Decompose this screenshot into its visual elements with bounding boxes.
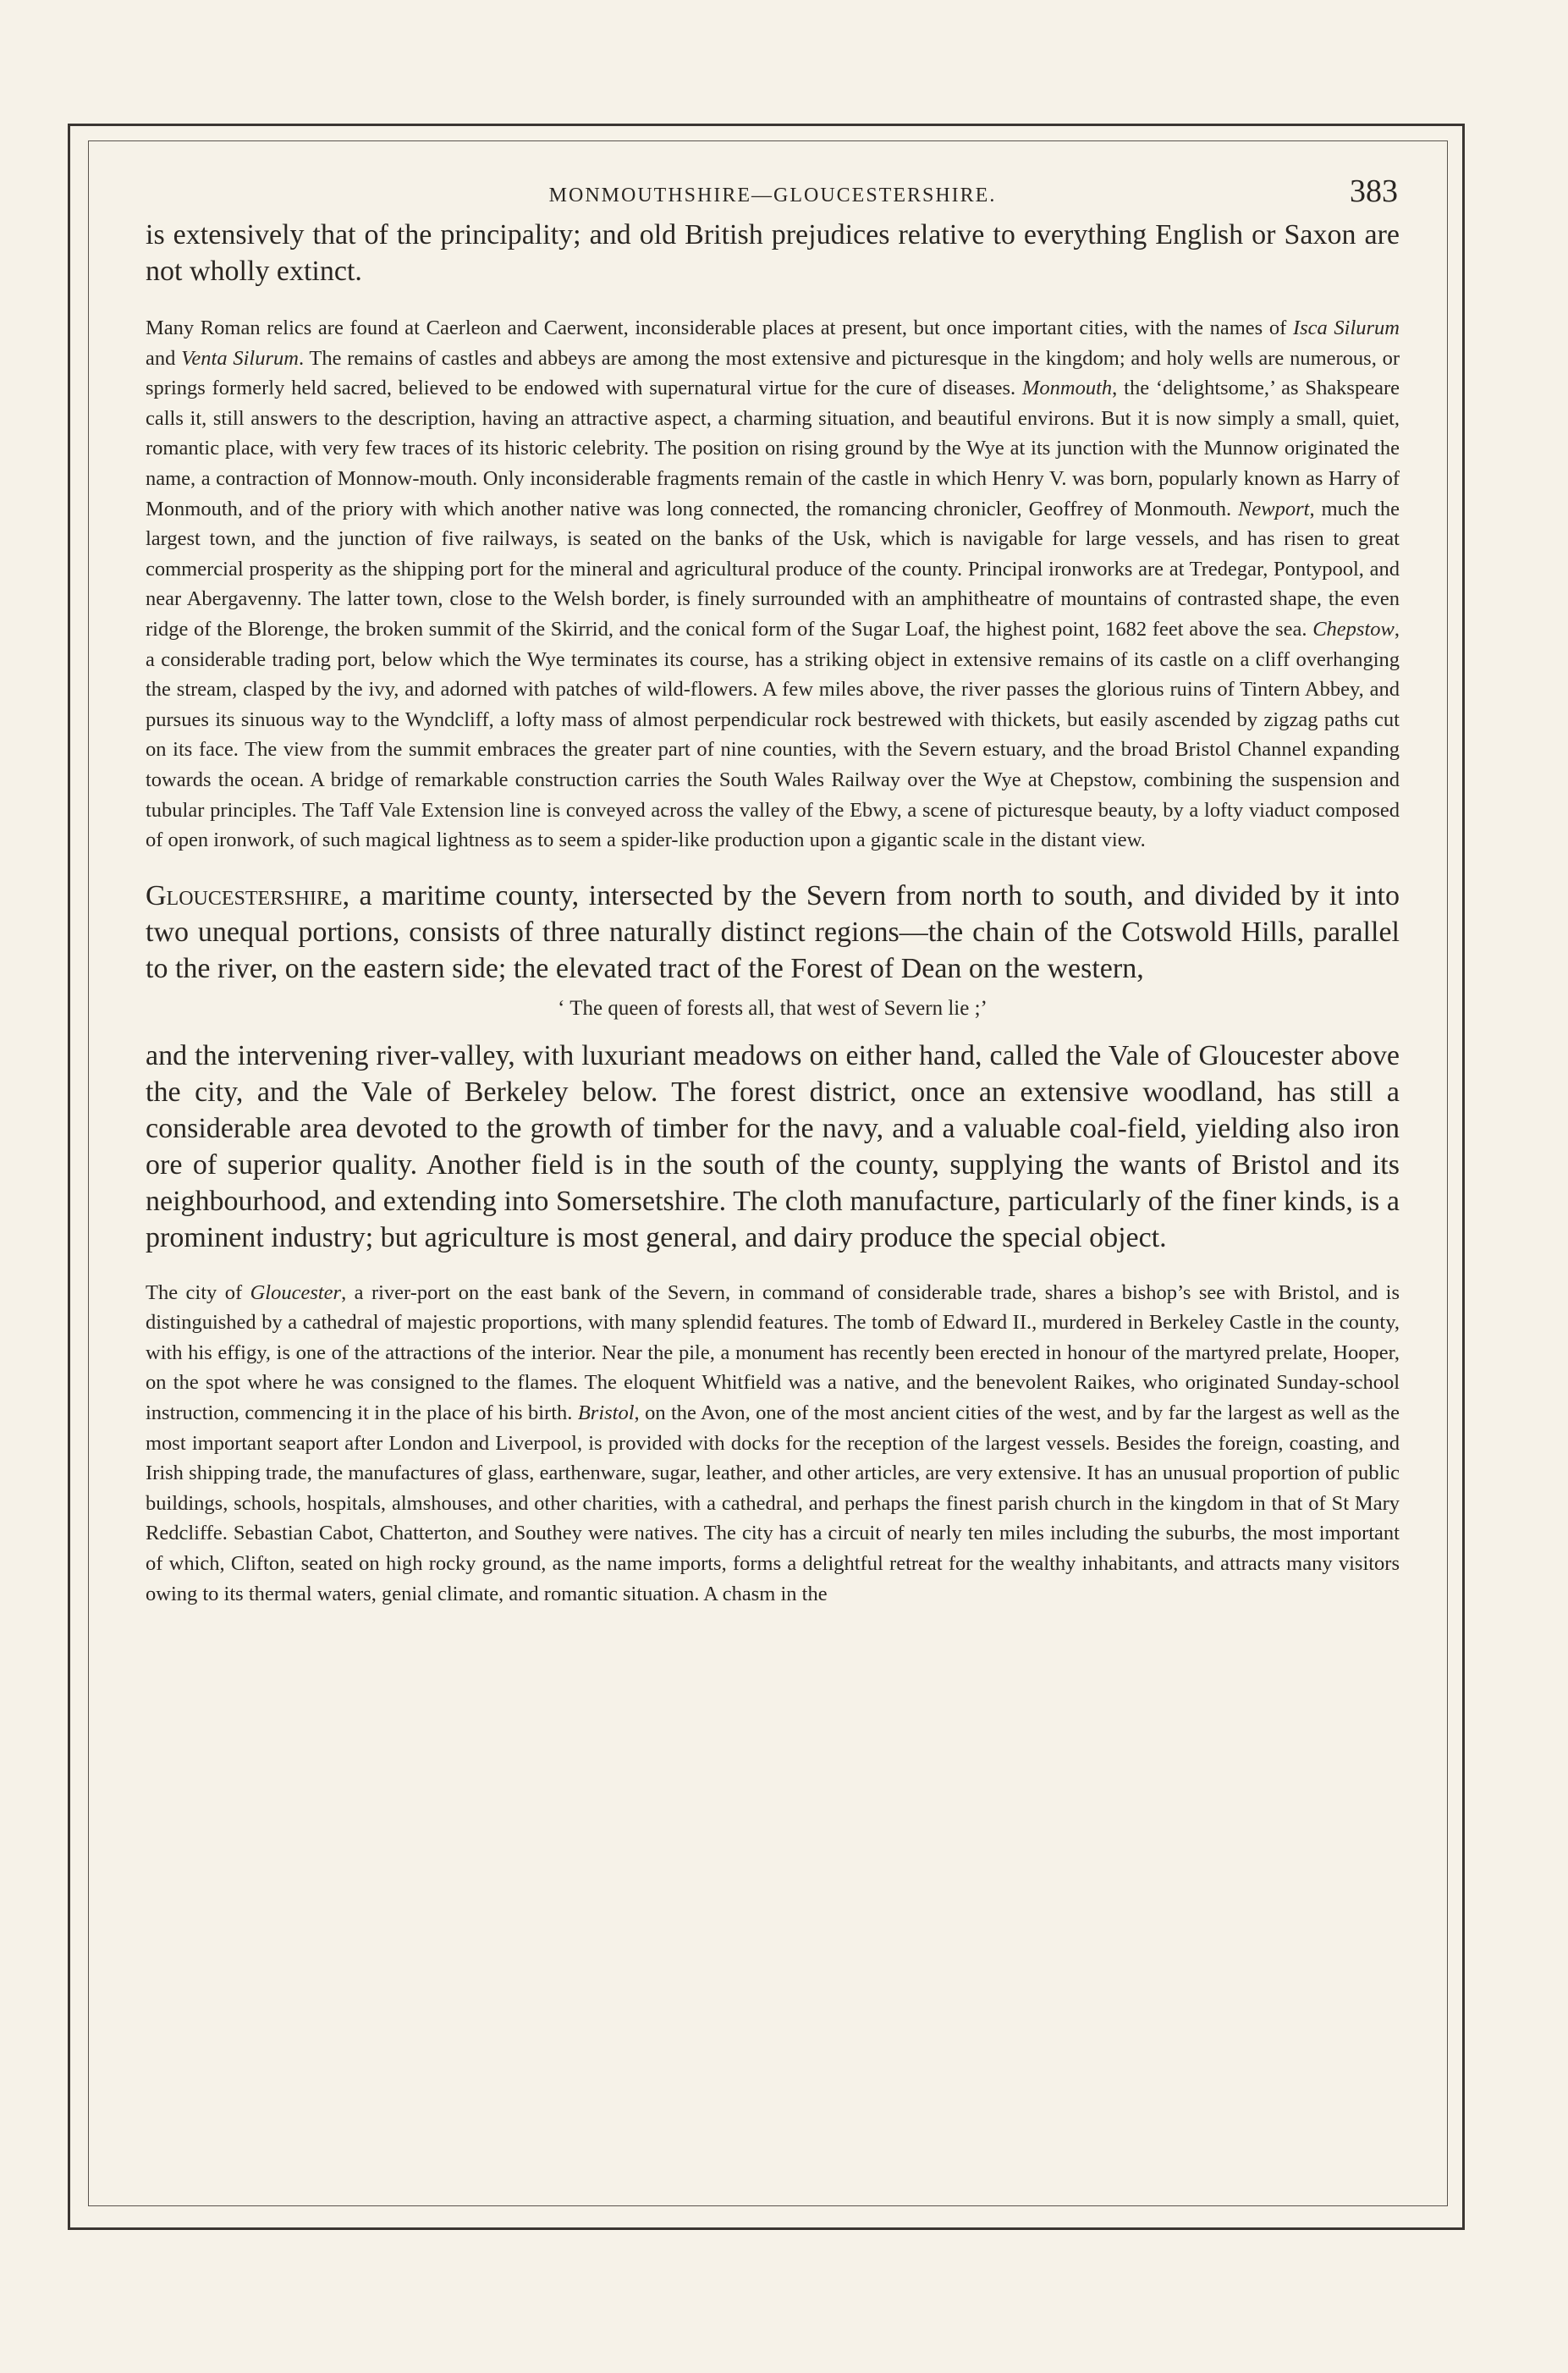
place-name-newport: Newport	[1238, 497, 1310, 520]
page-content	[146, 169, 1400, 1609]
place-name-chepstow: Chepstow	[1312, 617, 1395, 641]
verse-quotation: ‘ The queen of forests all, that west of Severn lie ;’	[558, 996, 988, 1020]
place-name-monmouth: Monmouth	[1021, 377, 1113, 400]
page-number: 383	[1350, 173, 1398, 209]
place-name-bristol: Bristol	[577, 1401, 635, 1425]
running-head: MONMOUTHSHIRE—GLOUCESTERSHIRE.	[548, 184, 997, 206]
paragraph-gloucestershire-intro: Gloucestershire, a maritime county, intersected by the Severn from north to south, and divided by it into two unequal portions, consists of three naturally distinct regions—the chain of the Cotswold Hills, parallel to the river, on the eastern side; the elevated tract of the Forest of Dean on the western,	[146, 879, 1400, 984]
paragraph-continuation: is extensively that of the principality; and old British prejudices relative to everything English or Saxon are not wholly extinct.	[146, 219, 1400, 287]
place-name-isca-silurum: Isca Silurum	[1292, 317, 1400, 339]
place-name-venta-silurum: Venta Silurum	[181, 346, 299, 370]
county-heading-gloucestershire: Gloucestershire	[146, 879, 343, 911]
page-header	[146, 169, 1400, 217]
paragraph-monmouthshire-details: Many Roman relics are found at Caerleon and Caerwent, inconsiderable places at present, but once important cities, with the names of Isca Silurum and Venta Silurum. The remains of castles and abbeys are among the most extensive and picturesque in the kingdom; and holy wells are numerous, or springs formerly held sacred, believed to be endowed with supernatural virtue for the cure of diseases. Monmouth, the ‘delightsome,’ as Shakspeare calls it, still answers to the description, having an attractive aspect, a charming situation, and beautiful environs. But it is now simply a small, quiet, romantic place, with very few traces of its historic celebrity. The position on rising ground by the Wye at its junction with the Munnow originated the name, a contraction of Monnow-mouth. Only inconsiderable fragments remain of the castle in which Henry V. was born, popularly known as Harry of Monmouth, and of the priory with which another native was long connected, the romancing chronicler, Geoffrey of Monmouth. Newport, much the largest town, and the junction of five railways, is seated on the banks of the Usk, which is navigable for large vessels, and has risen to great commercial prosperity as the shipping port for the mineral and agricultural produce of the county. Principal ironworks are at Tredegar, Pontypool, and near Abergavenny. The latter town, close to the Welsh border, is finely surrounded with an amphitheatre of mountains of contrasted shape, the even ridge of the Blorenge, the broken summit of the Skirrid, and the conical form of the Sugar Loaf, the highest point, 1682 feet above the sea. Chepstow, a considerable trading port, below which the Wye terminates its course, has a striking object in extensive remains of its castle on a cliff overhanging the stream, clasped by the ivy, and adorned with patches of wild-flowers. A few miles above, the river passes the glorious ruins of Tintern Abbey, and pursues its sinuous way to the Wyndcliff, a lofty mass of almost perpendicular rock bestrewed with thickets, but easily ascended by zigzag paths cut on its face. The view from the summit embraces the greater part of nine counties, with the Severn estuary, and the broad Bristol Channel expanding towards the ocean. A bridge of remarkable construction carries the South Wales Railway over the Wye at Chepstow, combining the suspension and tubular principles. The Taff Vale Extension line is conveyed across the valley of the Ebwy, a scene of picturesque beauty, by a lofty viaduct composed of open ironwork, of such magical lightness as to seem a spider-like production upon a gigantic scale in the distant view.	[146, 317, 1400, 852]
paragraph-gloucestershire-regions: and the intervening river-valley, with luxuriant meadows on either hand, called the Vale of Gloucester above the city, and the Vale of Berkeley below. The forest district, once an extensive woodland, has still a considerable area devoted to the growth of timber for the navy, and a valuable coal-field, yielding also iron ore of superior quality. Another field is in the south of the county, supplying the wants of Bristol and its neighbourhood, and extending into Somersetshire. The cloth manufacture, particularly of the finer kinds, is a prominent industry; but agriculture is most general, and dairy produce the special object.	[146, 1039, 1400, 1253]
place-name-gloucester: Gloucester	[250, 1280, 342, 1304]
paragraph-gloucester-bristol: The city of Gloucester, a river-port on the east bank of the Severn, in command of considerable trade, shares a bishop’s see with Bristol, and is distinguished by a cathedral of majestic proportions, with many splendid features. The tomb of Edward II., murdered in Berkeley Castle in the county, with his effigy, is one of the attractions of the interior. Near the pile, a monument has recently been erected in honour of the martyred prelate, Hooper, on the spot where he was consigned to the flames. The eloquent Whitfield was a native, and the benevolent Raikes, who originated Sunday-school instruction, commencing it in the place of his birth. Bristol, on the Avon, one of the most ancient cities of the west, and by far the largest as well as the most important seaport after London and Liverpool, is provided with docks for the reception of the largest vessels. Besides the foreign, coasting, and Irish shipping trade, the manufactures of glass, earthenware, sugar, leather, and other articles, are very extensive. It has an unusual proportion of public buildings, schools, hospitals, almshouses, and other charities, with a cathedral, and perhaps the finest parish church in the kingdom in that of St Mary Redcliffe. Sebastian Cabot, Chatterton, and Southey were natives. The city has a circuit of nearly ten miles including the suburbs, the most important of which, Clifton, seated on high rocky ground, as the name imports, forms a delightful retreat for the wealthy inhabitants, and attracts many visitors owing to its thermal waters, genial climate, and romantic situation. A chasm in the	[146, 1280, 1400, 1605]
